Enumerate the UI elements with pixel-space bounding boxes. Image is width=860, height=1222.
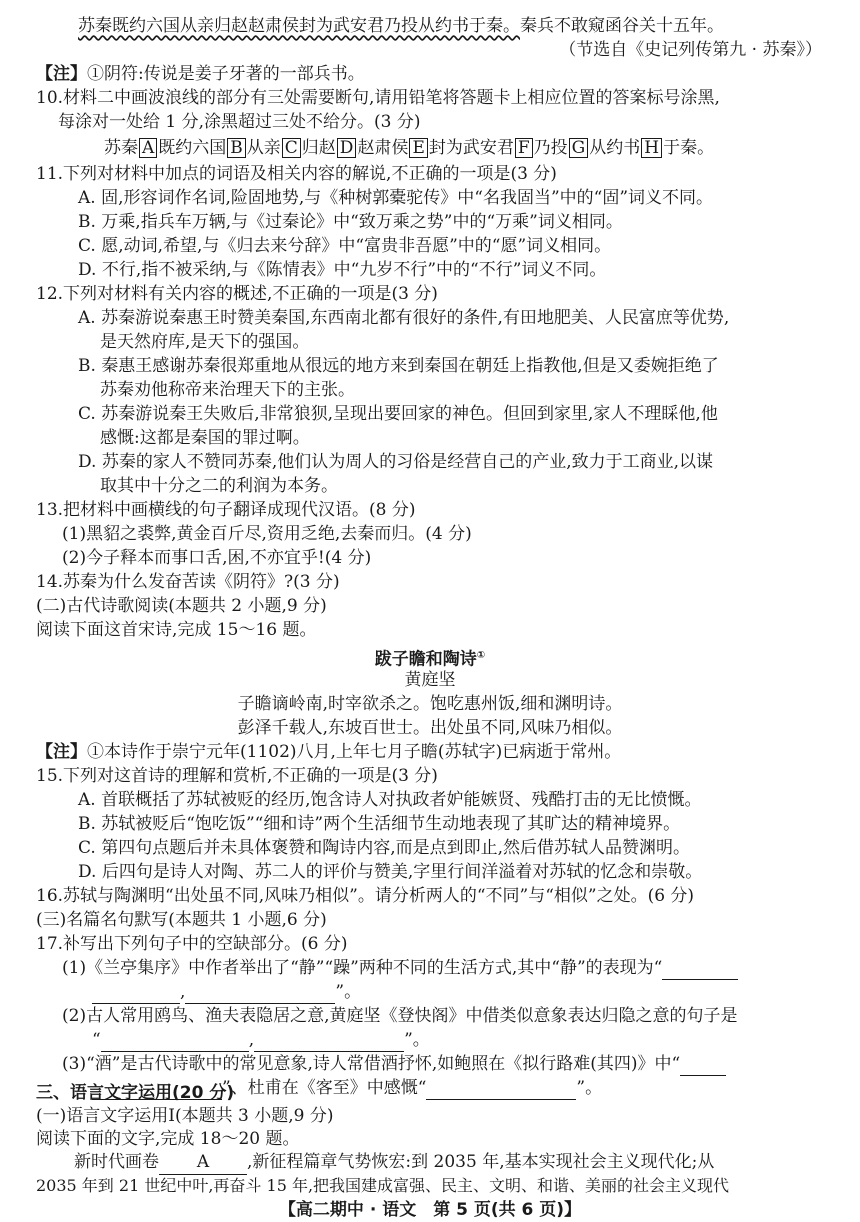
q17-item-2-cont: “ , ”。 [92,1030,430,1050]
mark-box-f[interactable]: F [515,138,533,158]
seg: 于秦。 [663,138,715,158]
q15-option-d: D. 后四句是诗人对陶、苏二人的评价与赞美,字里行间洋溢着对苏轼的忆念和崇敬。 [78,862,703,882]
q12-option-c: C. 苏秦游说秦王失败后,非常狼狈,呈现出要回家的神色。但回到家里,家人不理睬他,他 [78,404,718,424]
answer-blank[interactable] [254,1033,404,1052]
part3-heading: 三、语言文字运用(20 分) [36,1083,235,1103]
q12-option-d: D. 苏秦的家人不赞同苏秦,他们认为周人的习俗是经营自己的产业,致力于工商业,以谋 [78,452,714,472]
mark-box-b[interactable]: B [227,138,246,158]
q12-option-b: B. 秦惠王感谢苏秦很郑重地从很远的地方来到秦国在朝廷上指教他,但是又委婉拒绝了 [78,356,719,376]
seg: 苏秦 [104,138,138,158]
seg: 封为武安君 [428,138,514,158]
seg: 赵肃侯 [357,138,409,158]
q12-option-a: A. 苏秦游说秦惠王时赞美秦国,东西南北都有很好的条件,有田地肥美、人民富庶等优势, [78,308,730,328]
q12-option-b-cont: 苏秦劝他称帝来治理天下的主张。 [100,380,355,400]
note2-text: ①本诗作于崇宁元年(1102)八月,上年七月子瞻(苏轼字)已病逝于常州。 [87,742,622,762]
q17-3-close: ”。 [576,1078,603,1098]
answer-blank[interactable] [662,961,738,980]
answer-blank[interactable] [426,1081,576,1100]
q11-option-b: B. 万乘,指兵车万辆,与《过秦论》中“致万乘之势”中的“万乘”词义相同。 [78,212,623,232]
q10-sentence [104,136,714,160]
mark-box-e[interactable]: E [409,138,427,158]
q15-stem: 15.下列对这首诗的理解和赏析,不正确的一项是(3 分) [36,766,438,786]
q17-2-open: “ [92,1030,101,1050]
q17-1-close: ”。 [335,982,362,1002]
q15-option-a: A. 首联概括了苏轼被贬的经历,饱含诗人对执政者妒能嫉贤、残酷打击的无比愤慨。 [78,790,702,810]
q17-item-3 [62,1052,726,1076]
paragraph-line-1 [74,1150,714,1175]
answer-blank[interactable] [101,1033,249,1052]
q17-2-close: ”。 [404,1030,430,1050]
mark-box-c[interactable]: C [282,138,301,158]
q11-option-c: C. 愿,动词,希望,与《归去来兮辞》中“富贵非吾愿”中的“愿”词义相同。 [78,236,612,256]
seg: 从亲 [246,138,281,158]
q12-option-a-cont: 是天然府库,是天下的强国。 [100,332,310,352]
note1 [36,62,365,86]
note1-text: ①阴符:传说是姜子牙著的一部兵书。 [87,64,365,84]
answer-blank[interactable] [185,985,335,1004]
read-poem-instruction: 阅读下面这首宋诗,完成 15～16 题。 [36,620,317,640]
q10-stem: 10.材料二中画波浪线的部分有三处需要断句,请用铅笔将答题卡上相应位置的答案标号涂黑, [36,88,720,108]
q15-option-b: B. 苏轼被贬后“饱吃饭”“细和诗”两个生活细节生动地表现了其旷达的精神境界。 [78,814,681,834]
poem-title-mark: ① [476,650,486,661]
q15-option-c: C. 第四句点题后并未具体褒赞和陶诗内容,而是点到即止,然后借苏轼人品赞渊明。 [78,838,691,858]
passage-tail-line [78,14,724,38]
mark-box-d[interactable]: D [337,138,357,158]
q16: 16.苏轼与陶渊明“出处虽不同,风味乃相似”。请分析两人的“不同”与“相似”之处。(6 分) [36,886,695,906]
mark-box-h[interactable]: H [641,138,662,158]
source-citation: （节选自《史记列传第九 · 苏秦》） [559,40,822,60]
q12-stem: 12.下列对材料有关内容的概述,不正确的一项是(3 分) [36,284,438,304]
seg: 既约六国 [158,138,227,158]
q17-item-1 [62,956,738,980]
wavy-passage: 苏秦既约六国从亲归赵赵肃侯封为武安君乃投从约书于秦。 [78,16,520,36]
section-dictation: (三)名篇名句默写(本题共 1 小题,6 分) [36,910,327,930]
q17-3-mid: ”、杜甫在《客至》中感慨“ [222,1078,427,1098]
para-text: ,新征程篇章气势恢宏:到 2035 年,基本实现社会主义现代化;从 [247,1152,715,1172]
q17-item-1-cont: , ”。 [92,980,361,1004]
read-text-instruction: 阅读下面的文字,完成 18～20 题。 [36,1129,300,1149]
answer-blank[interactable] [92,985,180,1004]
q17-3-text: (3)“酒”是古代诗歌中的常见意象,诗人常借酒抒怀,如鲍照在《拟行路难(其四)》中“ [62,1054,681,1074]
q11-stem: 11.下列对材料中加点的词语及相关内容的解说,不正确的一项是(3 分) [36,164,557,184]
passage-tail-rest: 秦兵不敢窥函谷关十五年。 [520,16,724,36]
section-poetry: (二)古代诗歌阅读(本题共 2 小题,9 分) [36,596,327,616]
note2 [36,740,621,764]
note-tag: 【注】 [36,64,87,84]
mark-box-g[interactable]: G [569,138,589,158]
q13-sentence-1: (1)黑貂之裘弊,黄金百斤尽,资用乏绝,去秦而归。(4 分) [62,524,472,544]
q13-stem: 13.把材料中画横线的句子翻译成现代汉语。(8 分) [36,500,416,520]
note-tag: 【注】 [36,742,87,762]
para-text: 新时代画卷 [74,1152,159,1172]
poem-line-1: 子瞻谪岭南,时宰欲杀之。饱吃惠州饭,细和渊明诗。 [237,694,623,714]
mark-box-a[interactable]: A [139,138,157,158]
answer-blank[interactable] [680,1057,726,1076]
blank-a[interactable]: A [159,1150,247,1175]
q12-option-d-cont: 取其中十分之二的利润为本务。 [100,476,338,496]
seg: 乃投 [533,138,568,158]
q13-sentence-2: (2)今子释本而事口舌,困,不亦宜乎!(4 分) [62,548,372,568]
poem-title-text: 跋子瞻和陶诗 [374,649,477,670]
q17-stem: 17.补写出下列句子中的空缺部分。(6 分) [36,934,348,954]
q17-1-text: (1)《兰亭集序》中作者举出了“静”“躁”两种不同的生活方式,其中“静”的表现为“ [62,958,663,978]
seg: 从约书 [589,138,641,158]
q14: 14.苏秦为什么发奋苦读《阴符》?(3 分) [36,572,340,592]
q12-option-c-cont: 感慨:这都是秦国的罪过啊。 [100,428,310,448]
poem-line-2: 彭泽千载人,东坡百世士。出处虽不同,风味乃相似。 [237,718,623,738]
page-footer: 【高二期中 · 语文 第 5 页(共 6 页)】 [278,1200,582,1220]
paragraph-line-2: 2035 年到 21 世纪中叶,再奋斗 15 年,把我国建成富强、民主、文明、和谐、美丽的社会主义现代 [36,1176,730,1195]
poem-author: 黄庭坚 [404,670,456,690]
q11-option-a: A. 固,形容词作名词,险固地势,与《种树郭橐驼传》中“名我固当”中的“固”词义不同。 [78,188,714,208]
q10-stem-2: 每涂对一处给 1 分,涂黑超过三处不给分。(3 分) [58,112,421,132]
seg: 归赵 [301,138,336,158]
q11-option-d: D. 不行,指不被采纳,与《陈情表》中“九岁不行”中的“不行”词义不同。 [78,260,607,280]
q17-item-2: (2)古人常用鸥鸟、渔夫表隐居之意,黄庭坚《登快阁》中借类似意象表达归隐之意的句子是 [62,1006,738,1026]
section-language: (一)语言文字运用Ⅰ(本题共 3 小题,9 分) [36,1106,334,1126]
